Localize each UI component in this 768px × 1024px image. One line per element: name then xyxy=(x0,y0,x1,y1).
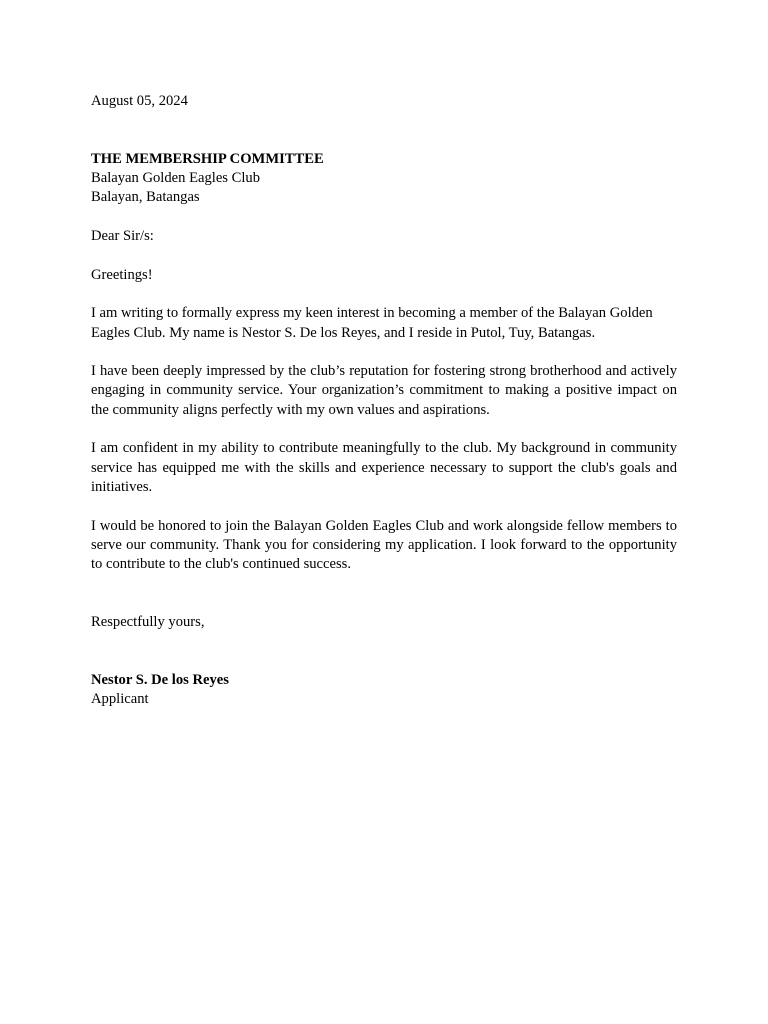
spacer xyxy=(91,420,677,439)
spacer xyxy=(91,343,677,362)
spacer xyxy=(91,632,677,671)
spacer xyxy=(91,246,677,265)
body-paragraph-1: I am writing to formally express my keen interest in becoming a member of the Balayan Golden Eagles Club. My name is Nestor S. De los Reyes, and I reside in Putol, Tuy, Batangas. xyxy=(91,305,653,341)
letter-date: August 05, 2024 xyxy=(91,93,188,109)
greeting: Greetings! xyxy=(91,266,153,283)
recipient-organization: Balayan Golden Eagles Club xyxy=(91,170,261,187)
recipient-name: THE MEMBERSHIP COMMITTEE xyxy=(91,150,324,167)
body-paragraph-2: I have been deeply impressed by the club’s reputation for fostering strong brotherhood and actively engaging in community service. Your organization’s commitment to making a positive impact on the community aligns perfectly with my own values and aspirations. xyxy=(91,363,677,418)
recipient-block xyxy=(91,150,677,208)
recipient-address: Balayan, Batangas xyxy=(91,189,200,206)
salutation: Dear Sir/s: xyxy=(91,228,154,245)
spacer xyxy=(91,208,677,227)
signatory-title: Applicant xyxy=(91,691,149,708)
signature-block xyxy=(91,671,677,710)
body-paragraph-3: I am confident in my ability to contribute meaningfully to the club. My background in community service has equipped me with the skills and experience necessary to support the club's goals and initiatives. xyxy=(91,440,677,495)
spacer xyxy=(91,285,677,304)
spacer xyxy=(91,574,677,613)
closing: Respectfully yours, xyxy=(91,614,205,631)
spacer xyxy=(91,497,677,516)
body-paragraph-4: I would be honored to join the Balayan Golden Eagles Club and work alongside fellow members to serve our community. Thank you for considering my application. I look forward to the opportunity to contribute to the club's continued success. xyxy=(91,517,677,573)
signatory-name: Nestor S. De los Reyes xyxy=(91,671,229,688)
